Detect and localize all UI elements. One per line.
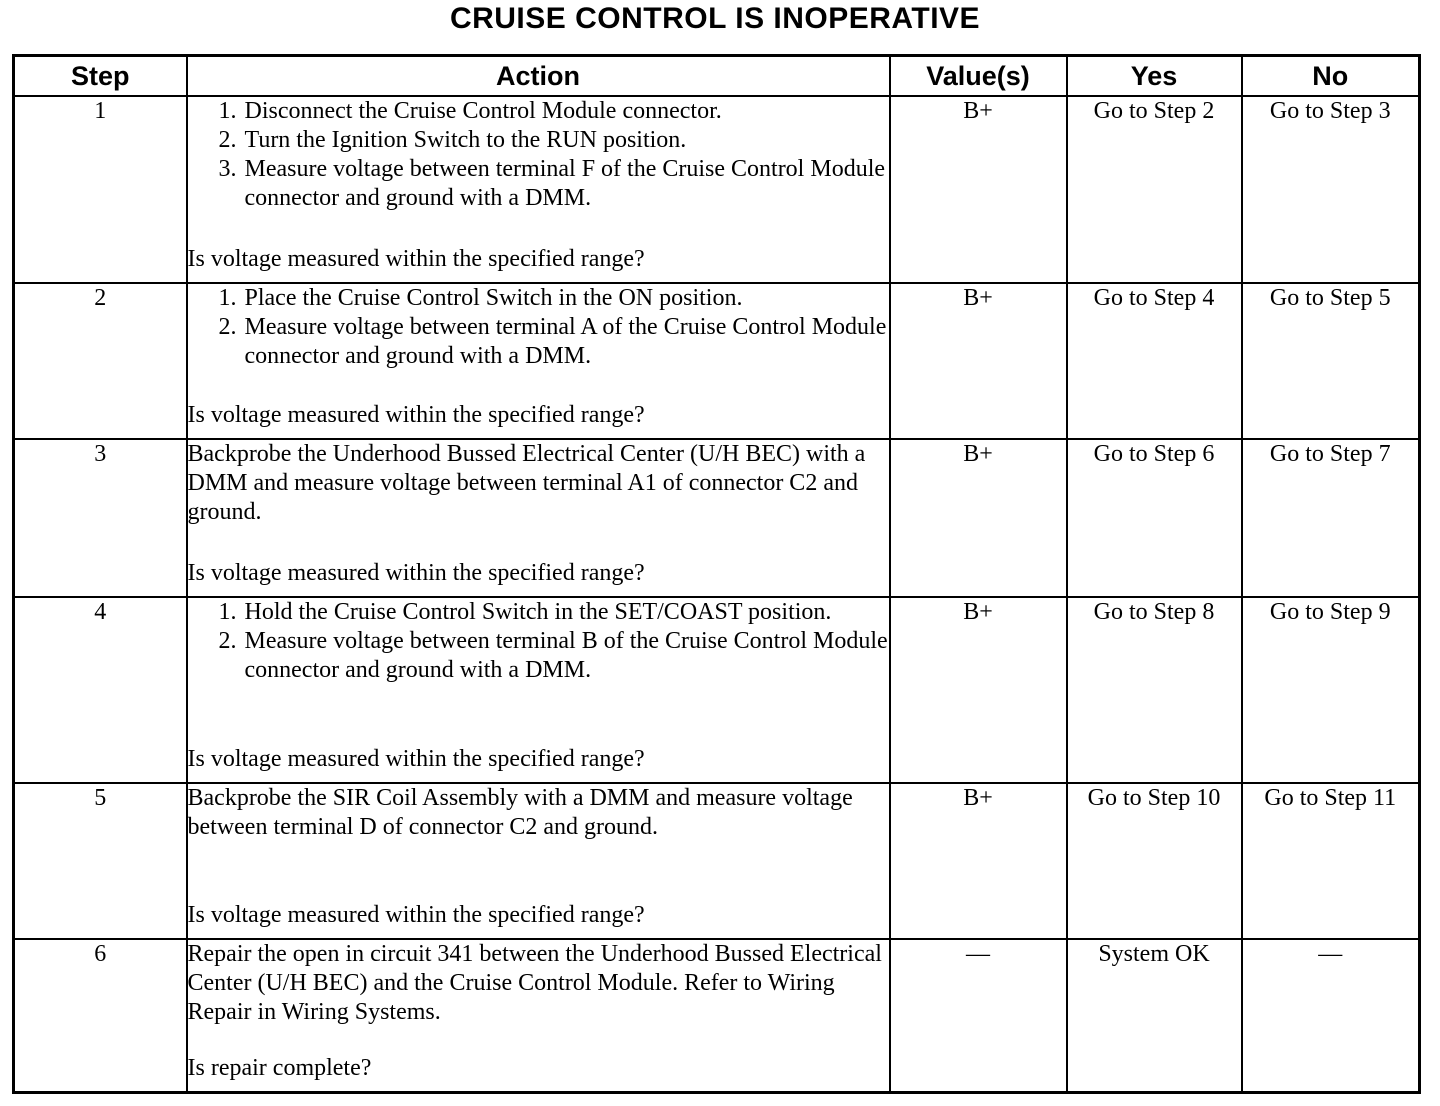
step-number: 5 [14, 783, 187, 939]
action-content [188, 784, 889, 932]
no-cell: Go to Step 7 [1242, 439, 1420, 597]
action-instruction: Backprobe the SIR Coil Assembly with a DMM and measure voltage between terminal D of connector C2 and ground. [187, 785, 853, 840]
action-question: Is voltage measured within the specified range? [187, 560, 645, 586]
yes-cell: System OK [1067, 939, 1242, 1092]
action-content [188, 284, 889, 432]
no-cell: — [1242, 939, 1420, 1092]
table-row [14, 597, 1420, 783]
yes-cell: Go to Step 2 [1067, 96, 1242, 283]
action-cell [187, 96, 890, 283]
step-number: 3 [14, 439, 187, 597]
action-question: Is voltage measured within the specified range? [187, 902, 645, 928]
header-action: Action [187, 56, 890, 97]
table-row [14, 439, 1420, 597]
value-cell: B+ [890, 96, 1067, 283]
table-row [14, 783, 1420, 939]
value-cell: B+ [890, 783, 1067, 939]
action-steps-list [188, 97, 889, 213]
action-cell [187, 783, 890, 939]
step-number: 6 [14, 939, 187, 1092]
step-number: 1 [14, 96, 187, 283]
value-cell: B+ [890, 597, 1067, 783]
no-cell: Go to Step 3 [1242, 96, 1420, 283]
no-cell: Go to Step 9 [1242, 597, 1420, 783]
yes-cell: Go to Step 10 [1067, 783, 1242, 939]
step-number: 2 [14, 283, 187, 439]
value-cell: — [890, 939, 1067, 1092]
action-content [188, 440, 889, 590]
action-cell [187, 283, 890, 439]
action-content [188, 97, 889, 276]
action-step-item: 2. Measure voltage between terminal B of the Cruise Control Module connector and ground with a DMM. [243, 627, 889, 685]
page-title: CRUISE CONTROL IS INOPERATIVE [449, 2, 981, 35]
header-row [14, 56, 1420, 97]
action-question: Is voltage measured within the specified range? [187, 246, 645, 272]
header-yes: Yes [1067, 56, 1242, 97]
yes-cell: Go to Step 8 [1067, 597, 1242, 783]
value-cell: B+ [890, 439, 1067, 597]
yes-cell: Go to Step 4 [1067, 283, 1242, 439]
table-row [14, 96, 1420, 283]
action-step-item: 3. Measure voltage between terminal F of the Cruise Control Module connector and ground with a DMM. [243, 155, 889, 213]
action-steps-list [188, 284, 889, 371]
action-instruction: Repair the open in circuit 341 between the Underhood Bussed Electrical Center (U/H BEC) and the Cruise Control Module. Refer to Wiring Repair in Wiring Systems. [187, 941, 882, 1025]
action-step-item: 1. Hold the Cruise Control Switch in the SET/COAST position. [243, 598, 889, 627]
action-content [188, 940, 889, 1085]
action-step-item: 1. Place the Cruise Control Switch in the ON position. [243, 284, 889, 313]
action-question: Is voltage measured within the specified range? [187, 746, 645, 772]
action-question: Is repair complete? [187, 1055, 372, 1081]
action-step-item: 2. Turn the Ignition Switch to the RUN position. [243, 126, 889, 155]
action-cell [187, 939, 890, 1092]
header-no: No [1242, 56, 1420, 97]
table-row [14, 283, 1420, 439]
action-cell [187, 439, 890, 597]
no-cell: Go to Step 11 [1242, 783, 1420, 939]
table-row [14, 939, 1420, 1092]
action-instruction: Backprobe the Underhood Bussed Electrical Center (U/H BEC) with a DMM and measure voltage between terminal A1 of connector C2 and ground. [187, 441, 866, 525]
diagnostic-table [12, 54, 1421, 1094]
no-cell: Go to Step 5 [1242, 283, 1420, 439]
action-question: Is voltage measured within the specified range? [187, 402, 645, 428]
action-step-item: 1. Disconnect the Cruise Control Module connector. [243, 97, 889, 126]
action-cell [187, 597, 890, 783]
action-steps-list [188, 598, 889, 685]
action-content [188, 598, 889, 776]
yes-cell: Go to Step 6 [1067, 439, 1242, 597]
step-number: 4 [14, 597, 187, 783]
header-values: Value(s) [890, 56, 1067, 97]
value-cell: B+ [890, 283, 1067, 439]
action-step-item: 2. Measure voltage between terminal A of the Cruise Control Module connector and ground with a DMM. [243, 313, 889, 371]
header-step: Step [14, 56, 187, 97]
